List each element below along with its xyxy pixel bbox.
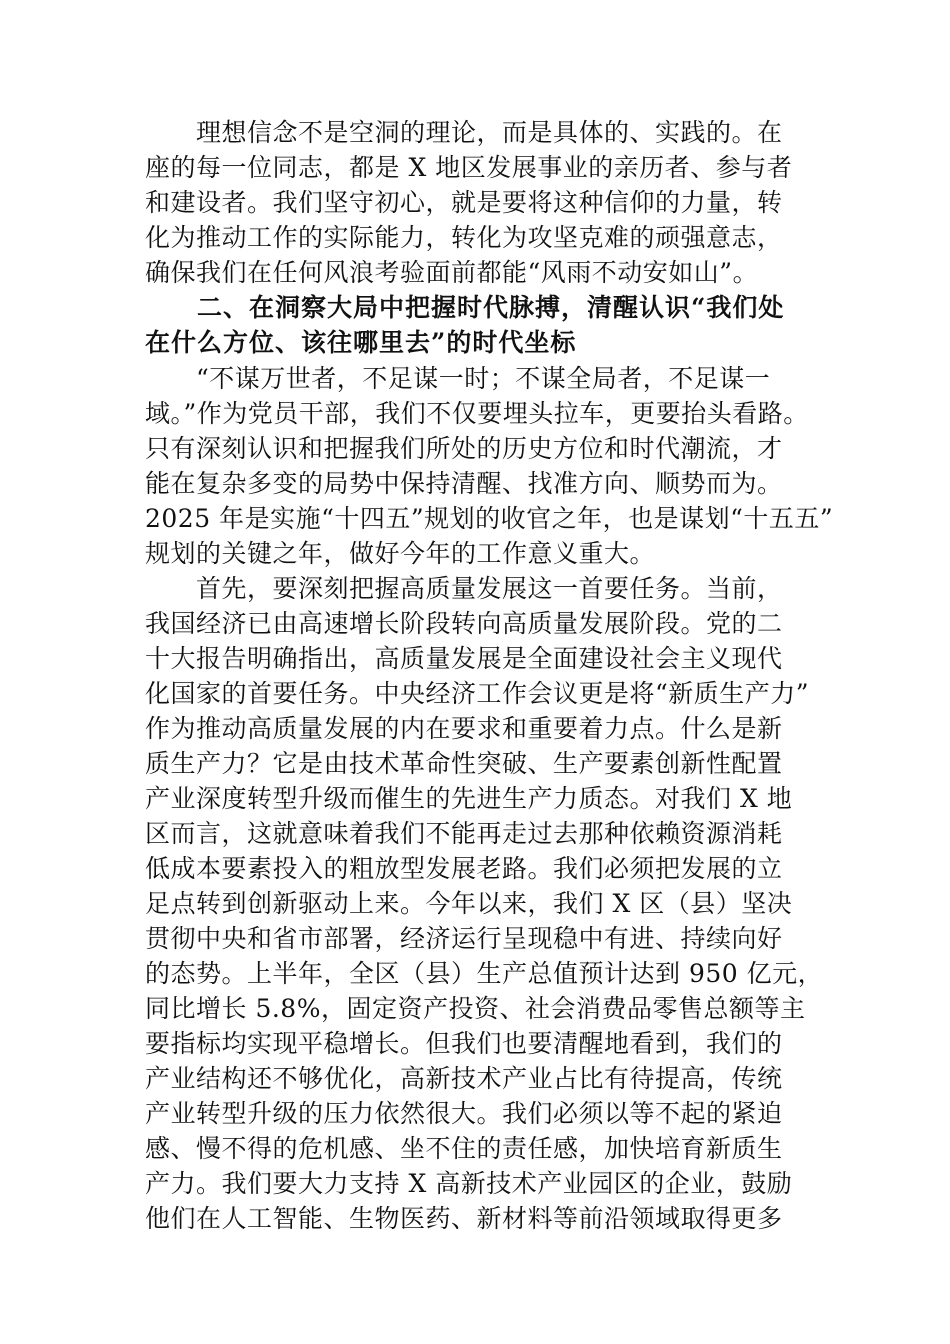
paragraph-line: “不谋万世者，不足谋一时；不谋全局者，不足谋一 (145, 364, 771, 393)
paragraph-line: 我国经济已由高速增长阶段转向高质量发展阶段。党的二 (145, 609, 783, 638)
paragraph-line: 产业深度转型升级而催生的先进生产力质态。对我们 X 地 (145, 784, 793, 813)
paragraph-line: 能在复杂多变的局势中保持清醒、找准方向、顺势而为。 (145, 469, 783, 498)
paragraph-line: 低成本要素投入的粗放型发展老路。我们必须把发展的立 (145, 854, 783, 883)
paragraph-line: 产业转型升级的压力依然很大。我们必须以等不起的紧迫 (145, 1099, 783, 1128)
paragraph-line: 座的每一位同志，都是 X 地区发展事业的亲历者、参与者 (145, 153, 793, 182)
paragraph-line: 同比增长 5.8%，固定资产投资、社会消费品零售总额等主 (145, 994, 806, 1023)
section-heading-line: 二、在洞察大局中把握时代脉搏，清醒认识“我们处 (145, 293, 785, 322)
section-heading-line: 在什么方位、该往哪里去”的时代坐标 (145, 328, 577, 357)
paragraph-line: 确保我们在任何风浪考验面前都能“风雨不动安如山”。 (145, 258, 759, 287)
paragraph-line: 作为推动高质量发展的内在要求和重要着力点。什么是新 (145, 714, 783, 743)
paragraph-line: 化为推动工作的实际能力，转化为攻坚克难的顽强意志， (145, 223, 783, 252)
paragraph-line: 他们在人工智能、生物医药、新材料等前沿领域取得更多 (145, 1204, 783, 1233)
paragraph-line: 质生产力？它是由技术革命性突破、生产要素创新性配置 (145, 749, 783, 778)
paragraph-line: 域。”作为党员干部，我们不仅要埋头拉车，更要抬头看路。 (145, 399, 809, 428)
paragraph-line: 感、慢不得的危机感、坐不住的责任感，加快培育新质生 (145, 1134, 783, 1163)
paragraph-line: 足点转到创新驱动上来。今年以来，我们 X 区（县）坚决 (145, 889, 793, 918)
paragraph-line: 贯彻中央和省市部署，经济运行呈现稳中有进、持续向好 (145, 924, 783, 953)
paragraph-line: 理想信念不是空洞的理论，而是具体的、实践的。在 (145, 118, 783, 147)
paragraph-line: 化国家的首要任务。中央经济工作会议更是将“新质生产力” (145, 679, 810, 708)
paragraph-line: 十大报告明确指出，高质量发展是全面建设社会主义现代 (145, 644, 783, 673)
paragraph-line: 区而言，这就意味着我们不能再走过去那种依赖资源消耗 (145, 819, 783, 848)
paragraph-line: 要指标均实现平稳增长。但我们也要清醒地看到，我们的 (145, 1029, 783, 1058)
paragraph-line: 2025 年是实施“十四五”规划的收官之年，也是谋划“十五五” (145, 504, 834, 533)
paragraph-line: 产力。我们要大力支持 X 高新技术产业园区的企业，鼓励 (145, 1169, 793, 1198)
paragraph-line: 首先，要深刻把握高质量发展这一首要任务。当前， (145, 574, 783, 603)
paragraph-line: 只有深刻认识和把握我们所处的历史方位和时代潮流，才 (145, 434, 783, 463)
paragraph-line: 产业结构还不够优化，高新技术产业占比有待提高，传统 (145, 1064, 783, 1093)
paragraph-line: 的态势。上半年，全区（县）生产总值预计达到 950 亿元， (145, 959, 824, 988)
paragraph-line: 和建设者。我们坚守初心，就是要将这种信仰的力量，转 (145, 188, 783, 217)
paragraph-line: 规划的关键之年，做好今年的工作意义重大。 (145, 539, 656, 568)
